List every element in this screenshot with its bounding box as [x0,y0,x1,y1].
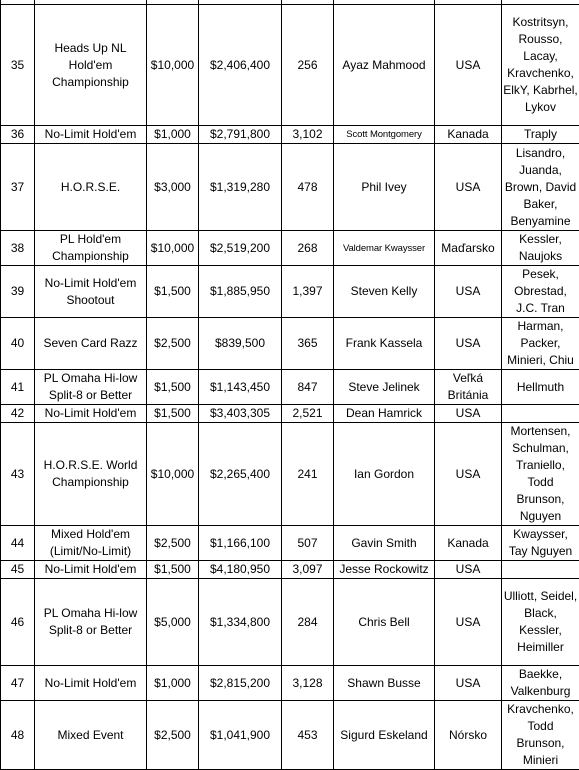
buyin-cell: $1,500 [147,405,199,423]
buyin-cell: $1,000 [147,126,199,144]
prize-pool-cell: $1,166,100 [199,526,282,561]
event-number-cell: 39 [1,266,35,318]
winner-cell: Shawn Busse [334,666,435,701]
entrants-cell: 284 [282,579,334,666]
table-row [1,666,579,701]
event-name-cell: H.O.R.S.E. World Championship [35,423,147,526]
entrants-cell: 256 [282,5,334,126]
entrants-cell: 507 [282,526,334,561]
winner-cell: Dean Hamrick [334,405,435,423]
buyin-cell: $10,000 [147,231,199,266]
country-cell: Nórsko [435,701,502,770]
table-row [1,144,579,231]
event-number-cell: 35 [1,5,35,126]
country-cell: USA [435,266,502,318]
event-name-cell: Mixed Hold'em (Limit/No-Limit) [35,526,147,561]
buyin-cell: $2,500 [147,701,199,770]
event-number-cell: 48 [1,701,35,770]
final-table-players-cell [502,405,579,423]
country-cell: Maďarsko [435,231,502,266]
prize-pool-cell: $1,334,800 [199,579,282,666]
event-name-cell: Heads Up NL Hold'em Championship [35,5,147,126]
winner-cell: Steve Jelinek [334,370,435,405]
winner-cell: Gavin Smith [334,526,435,561]
prize-pool-cell: $1,885,950 [199,266,282,318]
country-cell: USA [435,144,502,231]
final-table-players-cell: Harman, Packer, Minieri, Chiu [502,318,579,370]
table-row [1,405,579,423]
final-table-players-cell: Kwaysser, Tay Nguyen [502,526,579,561]
final-table-players-cell: Lisandro, Juanda, Brown, David Baker, Benyamine [502,144,579,231]
winner-cell: Chris Bell [334,579,435,666]
entrants-cell: 3,128 [282,666,334,701]
buyin-cell: $2,500 [147,526,199,561]
final-table-players-cell: Mortensen, Schulman, Traniello, Todd Brunson, Nguyen [502,423,579,526]
table-row [1,579,579,666]
winner-cell: Frank Kassela [334,318,435,370]
country-cell: USA [435,405,502,423]
entrants-cell: 241 [282,423,334,526]
event-number-cell: 37 [1,144,35,231]
final-table-players-cell: Baekke, Valkenburg [502,666,579,701]
event-number-cell: 36 [1,126,35,144]
final-table-players-cell: Ulliott, Seidel, Black, Kessler, Heimiller [502,579,579,666]
event-number-cell: 44 [1,526,35,561]
country-cell: USA [435,579,502,666]
table-row [1,126,579,144]
country-cell: Kanada [435,126,502,144]
event-name-cell: No-Limit Hold'em [35,405,147,423]
table-row [1,5,579,126]
event-number-cell: 40 [1,318,35,370]
final-table-players-cell: Kravchenko, Todd Brunson, Minieri [502,701,579,770]
buyin-cell: $1,000 [147,666,199,701]
prize-pool-cell: $2,265,400 [199,423,282,526]
winner-cell: Phil Ivey [334,144,435,231]
entrants-cell: 3,102 [282,126,334,144]
country-cell: Veľká Británia [435,370,502,405]
buyin-cell: $10,000 [147,423,199,526]
event-number-cell: 41 [1,370,35,405]
final-table-players-cell [502,561,579,579]
prize-pool-cell: $2,815,200 [199,666,282,701]
event-name-cell: No-Limit Hold'em Shootout [35,266,147,318]
buyin-cell: $2,500 [147,318,199,370]
event-name-cell: PL Omaha Hi-low Split-8 or Better [35,370,147,405]
prize-pool-cell: $2,406,400 [199,5,282,126]
event-name-cell: No-Limit Hold'em [35,561,147,579]
prize-pool-cell: $1,041,900 [199,701,282,770]
country-cell: USA [435,561,502,579]
final-table-players-cell: Pesek, Obrestad, J.C. Tran [502,266,579,318]
table-row [1,526,579,561]
entrants-cell: 847 [282,370,334,405]
entrants-cell: 2,521 [282,405,334,423]
country-cell: USA [435,318,502,370]
entrants-cell: 1,397 [282,266,334,318]
event-name-cell: PL Hold'em Championship [35,231,147,266]
winner-cell: Steven Kelly [334,266,435,318]
winner-cell: Scott Montgomery [334,126,435,144]
event-number-cell: 43 [1,423,35,526]
winner-cell: Jesse Rockowitz [334,561,435,579]
country-cell: USA [435,423,502,526]
table-row [1,561,579,579]
country-cell: USA [435,5,502,126]
table-row [1,266,579,318]
event-name-cell: Mixed Event [35,701,147,770]
entrants-cell: 268 [282,231,334,266]
entrants-cell: 365 [282,318,334,370]
event-number-cell: 38 [1,231,35,266]
event-name-cell: No-Limit Hold'em [35,666,147,701]
winner-cell: Ayaz Mahmood [334,5,435,126]
results-table-body [1,0,579,770]
winner-cell: Valdemar Kwaysser [334,231,435,266]
prize-pool-cell: $3,403,305 [199,405,282,423]
prize-pool-cell: $1,319,280 [199,144,282,231]
buyin-cell: $10,000 [147,5,199,126]
country-cell: Kanada [435,526,502,561]
prize-pool-cell: $839,500 [199,318,282,370]
final-table-players-cell: Traply [502,126,579,144]
table-row [1,231,579,266]
buyin-cell: $1,500 [147,561,199,579]
table-row [1,701,579,770]
final-table-players-cell: Hellmuth [502,370,579,405]
prize-pool-cell: $4,180,950 [199,561,282,579]
event-name-cell: Seven Card Razz [35,318,147,370]
buyin-cell: $1,500 [147,266,199,318]
prize-pool-cell: $2,519,200 [199,231,282,266]
prize-pool-cell: $1,143,450 [199,370,282,405]
table-row [1,423,579,526]
event-name-cell: PL Omaha Hi-low Split-8 or Better [35,579,147,666]
event-number-cell: 46 [1,579,35,666]
event-name-cell: H.O.R.S.E. [35,144,147,231]
prize-pool-cell: $2,791,800 [199,126,282,144]
table-row [1,370,579,405]
final-table-players-cell: Kostritsyn, Rousso, Lacay, Kravchenko, ElkY, Kabrhel, Lykov [502,5,579,126]
table-row [1,318,579,370]
event-number-cell: 47 [1,666,35,701]
event-name-cell: No-Limit Hold'em [35,126,147,144]
buyin-cell: $5,000 [147,579,199,666]
entrants-cell: 478 [282,144,334,231]
buyin-cell: $1,500 [147,370,199,405]
buyin-cell: $3,000 [147,144,199,231]
event-number-cell: 42 [1,405,35,423]
final-table-players-cell: Kessler, Naujoks [502,231,579,266]
country-cell: USA [435,666,502,701]
winner-cell: Ian Gordon [334,423,435,526]
winner-cell: Sigurd Eskeland [334,701,435,770]
entrants-cell: 3,097 [282,561,334,579]
event-number-cell: 45 [1,561,35,579]
entrants-cell: 453 [282,701,334,770]
